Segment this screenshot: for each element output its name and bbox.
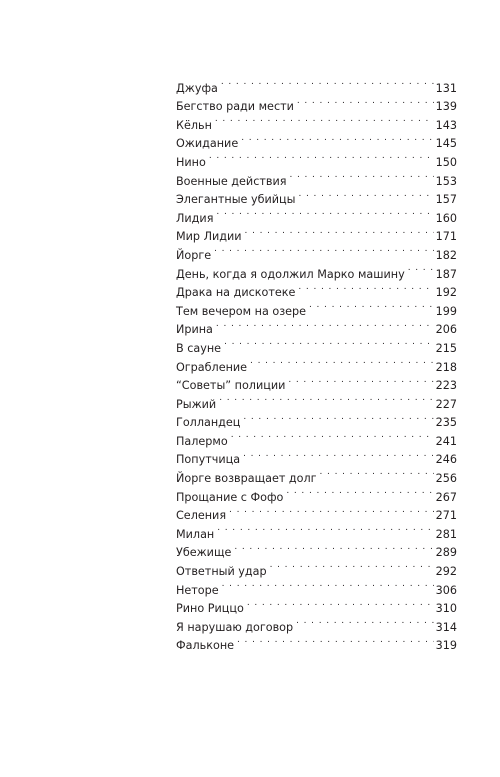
table-of-contents [176,73,457,653]
dot-leader [298,278,433,297]
toc-entry-page: 256 [435,472,457,486]
toc-entry-page: 271 [435,509,457,523]
toc-entry-page: 310 [435,602,457,616]
toc-entry-title: Я нарушаю договор [176,620,294,634]
toc-entry-title: Йорге [176,248,212,262]
toc-entry-title: Фальконе [176,639,235,653]
toc-entry [176,315,457,337]
toc-entry-page: 150 [435,155,457,169]
dot-leader [229,501,434,520]
toc-entry-page: 171 [435,230,457,244]
toc-entry-page: 192 [435,286,457,300]
toc-entry [176,203,457,225]
toc-entry-title: Ограбление [176,360,248,374]
dot-leader [408,259,434,278]
toc-entry-page: 227 [435,397,457,411]
toc-entry [176,333,457,355]
toc-entry-title: Мир Лидии [176,230,242,244]
dot-leader [296,612,434,631]
toc-entry-page: 218 [435,360,457,374]
dot-leader [299,185,434,204]
dot-leader [289,166,433,185]
dot-leader [215,110,434,129]
toc-entry-title: Джуфа [176,81,218,95]
toc-entry-page: 292 [435,565,457,579]
toc-entry-title: Бегство ради мести [176,100,294,114]
dot-leader [222,575,434,594]
toc-entry-page: 206 [435,323,457,337]
toc-entry-title: Нино [176,155,206,169]
toc-entry-title: Элегантные убийцы [176,193,296,207]
toc-entry-title: В сауне [176,341,222,355]
dot-leader [247,594,434,613]
dot-leader [309,296,434,315]
toc-entry-title: Ирина [176,323,213,337]
toc-entry-page: 246 [435,453,457,467]
toc-entry-page: 131 [435,81,457,95]
toc-entry [176,147,457,169]
toc-entry [176,166,457,188]
toc-entry-page: 289 [435,546,457,560]
toc-entry-title: Рино Риццо [176,602,244,616]
dot-leader [288,371,433,390]
dot-leader [216,203,433,222]
toc-entry-title: Драка на дискотеке [176,286,296,300]
toc-entry-title: Йорге возвращает долг [176,472,317,486]
dot-leader [214,240,434,259]
dot-leader [237,631,434,650]
toc-entry-title: Ответный удар [176,565,267,579]
toc-entry-title: Лидия [176,211,214,225]
dot-leader [320,463,434,482]
dot-leader [221,73,434,92]
toc-entry [176,519,457,541]
toc-entry-title: День, когда я одолжил Марко машину [176,267,405,281]
dot-leader [234,538,433,557]
dot-leader [224,333,434,352]
toc-entry-page: 314 [435,620,457,634]
toc-entry-page: 241 [435,434,457,448]
toc-entry-page: 199 [435,304,457,318]
toc-entry-page: 139 [435,100,457,114]
dot-leader [231,426,434,445]
toc-entry [176,538,457,560]
toc-entry-page: 153 [435,174,457,188]
toc-entry-page: 145 [435,137,457,151]
toc-entry-title: Тем вечером на озере [176,304,307,318]
toc-entry-page: 187 [435,267,457,281]
toc-entry-title: Ожидание [176,137,239,151]
toc-entry-page: 182 [435,248,457,262]
toc-entry-page: 143 [435,118,457,132]
toc-entry-page: 215 [435,341,457,355]
dot-leader [217,519,433,538]
toc-entry-title: Неторе [176,583,219,597]
toc-entry-title: Голландец [176,416,241,430]
toc-entry-page: 319 [435,639,457,653]
dot-leader [209,147,434,166]
toc-entry-title: Кёльн [176,118,212,132]
toc-entry-title: Прощание с Фофо [176,490,284,504]
toc-entry-title: Палермо [176,434,228,448]
toc-entry-title: Рыжий [176,397,217,411]
toc-entry-title: Селения [176,509,227,523]
dot-leader [216,315,434,334]
dot-leader [286,482,433,501]
toc-entry-page: 160 [435,211,457,225]
dot-leader [243,445,434,464]
dot-leader [250,352,434,371]
toc-entry [176,259,457,281]
toc-entry-title: Военные действия [176,174,287,188]
dot-leader [270,556,434,575]
toc-entry-page: 281 [435,527,457,541]
dot-leader [219,389,433,408]
toc-entry-page: 235 [435,416,457,430]
toc-entry [176,222,457,244]
dot-leader [243,408,433,427]
toc-entry [176,73,457,95]
toc-entry [176,240,457,262]
toc-entry-title: Убежище [176,546,232,560]
toc-entry-page: 157 [435,193,457,207]
toc-entry-page: 223 [435,379,457,393]
toc-entry-title: Милан [176,527,215,541]
toc-entry [176,110,457,132]
dot-leader [245,222,434,241]
dot-leader [241,129,433,148]
toc-entry-title: “Советы” полиции [176,379,286,393]
toc-entry-page: 267 [435,490,457,504]
dot-leader [297,92,434,111]
toc-entry-page: 306 [435,583,457,597]
toc-entry-title: Попутчица [176,453,241,467]
toc-entry [176,129,457,151]
